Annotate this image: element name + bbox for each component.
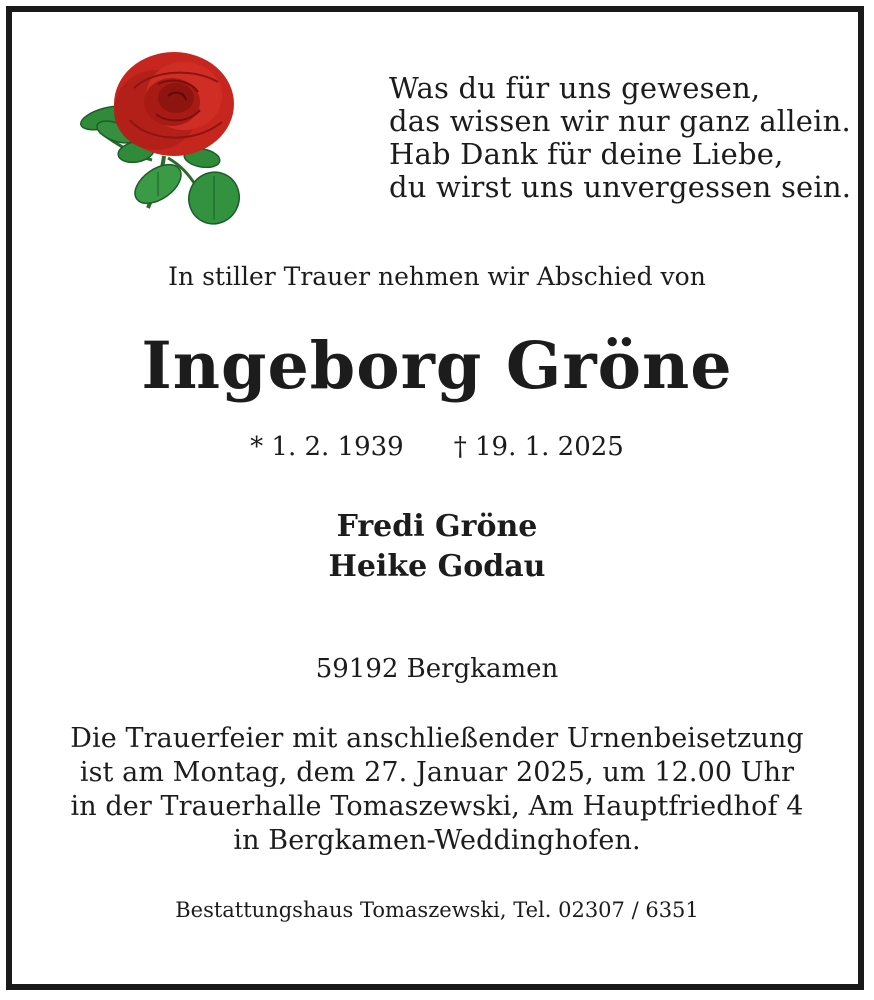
ceremony-line: ist am Montag, dem 27. Januar 2025, um 12.00 Uhr (79, 757, 795, 788)
life-dates (0, 430, 874, 464)
deceased-name: Ingeborg Gröne (141, 328, 733, 404)
ceremony-line: in der Trauerhalle Tomaszewski, Am Hauptfriedhof 4 (70, 791, 804, 822)
undertaker-contact: Bestattungshaus Tomaszewski, Tel. 02307 / 6351 (175, 898, 699, 922)
intro-text: In stiller Trauer nehmen wir Abschied von (168, 262, 706, 291)
poem-line: du wirst uns unvergessen sein. (389, 170, 852, 204)
family-names (0, 507, 874, 587)
ceremony-line: Die Trauerfeier mit anschließender Urnenbeisetzung (70, 723, 804, 754)
red-rose-icon (72, 48, 244, 230)
family-member: Heike Godau (328, 549, 546, 584)
poem-line: das wissen wir nur ganz allein. (389, 104, 851, 138)
poem-line: Hab Dank für deine Liebe, (389, 137, 784, 171)
family-member: Fredi Gröne (336, 509, 538, 544)
poem-line: Was du für uns gewesen, (389, 71, 761, 105)
poem (389, 72, 859, 204)
ceremony-line: in Bergkamen-Weddinghofen. (233, 825, 641, 856)
place: 59192 Bergkamen (315, 654, 559, 684)
death-date: † 19. 1. 2025 (453, 432, 624, 462)
ceremony-info (0, 722, 874, 858)
birth-date: * 1. 2. 1939 (250, 432, 404, 462)
